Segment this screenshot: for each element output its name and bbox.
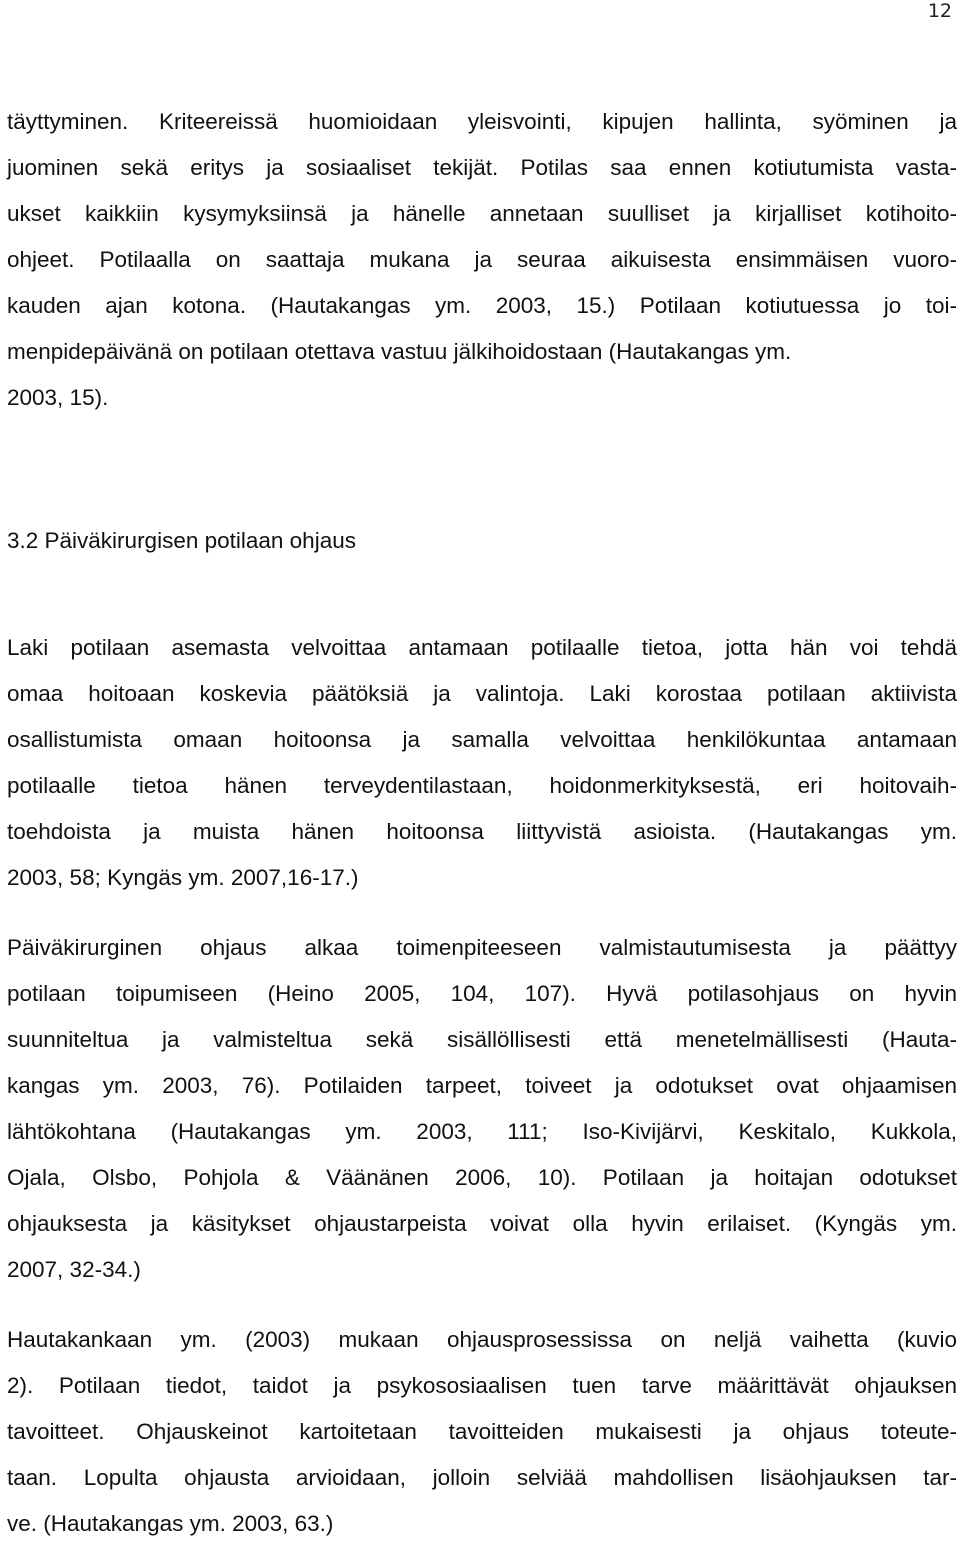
text-line: 2). Potilaan tiedot, taidot ja psykososiaalisen tuen tarve määrittävät ohjauksen [7,1373,957,1398]
page-number: 12 [927,0,952,22]
text-line: Laki potilaan asemasta velvoittaa antamaan potilaalle tietoa, jotta hän voi tehdä [7,635,957,660]
text-line: suunniteltua ja valmisteltua sekä sisällöllisesti että menetelmällisesti (Hauta- [7,1027,957,1052]
text-line: lähtökohtana (Hautakangas ym. 2003, 111; Iso-Kivijärvi, Keskitalo, Kukkola, [7,1119,957,1144]
text-line: 2003, 58; Kyngäs ym. 2007,16-17.) [7,865,359,890]
text-line: 2007, 32-34.) [7,1257,141,1282]
text-line: Ojala, Olsbo, Pohjola & Väänänen 2006, 10). Potilaan ja hoitajan odotukset [7,1165,957,1190]
text-line: toehdoista ja muista hänen hoitoonsa liittyvistä asioista. (Hautakangas ym. [7,819,957,844]
heading-text: 3.2 Päiväkirurgisen potilaan ohjaus [7,528,356,553]
text-line: taan. Lopulta ohjausta arvioidaan, jolloin selviää mahdollisen lisäohjauksen tar- [7,1465,957,1490]
text-line: potilaalle tietoa hänen terveydentilastaan, hoidonmerkityksestä, eri hoitovaih- [7,773,957,798]
text-line: kangas ym. 2003, 76). Potilaiden tarpeet, toiveet ja odotukset ovat ohjaamisen [7,1073,957,1098]
text-line: ukset kaikkiin kysymyksiinsä ja hänelle annetaan suulliset ja kirjalliset kotihoito- [7,201,957,226]
text-line: Hautakankaan ym. (2003) mukaan ohjausprosessissa on neljä vaihetta (kuvio [7,1327,957,1352]
text-line: ve. (Hautakangas ym. 2003, 63.) [7,1511,334,1536]
text-line: osallistumista omaan hoitoonsa ja samalla velvoittaa henkilökuntaa antamaan [7,727,957,752]
text-line: menpidepäivänä on potilaan otettava vastuu jälkihoidostaan (Hautakangas ym. [7,339,792,364]
text-line: omaa hoitoaan koskevia päätöksiä ja valintoja. Laki korostaa potilaan aktiivista [7,681,957,706]
text-line: 2003, 15). [7,385,109,410]
text-line: ohjauksesta ja käsitykset ohjaustarpeista voivat olla hyvin erilaiset. (Kyngäs ym. [7,1211,957,1236]
text-line: Päiväkirurginen ohjaus alkaa toimenpiteeseen valmistautumisesta ja päättyy [7,935,957,960]
text-line: täyttyminen. Kriteereissä huomioidaan yleisvointi, kipujen hallinta, syöminen ja [7,109,957,134]
text-line: potilaan toipumiseen (Heino 2005, 104, 107). Hyvä potilasohjaus on hyvin [7,981,957,1006]
text-line: ohjeet. Potilaalla on saattaja mukana ja seuraa aikuisesta ensimmäisen vuoro- [7,247,957,272]
text-line: tavoitteet. Ohjauskeinot kartoitetaan tavoitteiden mukaisesti ja ohjaus toteute- [7,1419,957,1444]
text-line: juominen sekä eritys ja sosiaaliset tekijät. Potilas saa ennen kotiutumista vasta- [7,155,957,180]
text-line: kauden ajan kotona. (Hautakangas ym. 2003, 15.) Potilaan kotiutuessa jo toi- [7,293,957,318]
